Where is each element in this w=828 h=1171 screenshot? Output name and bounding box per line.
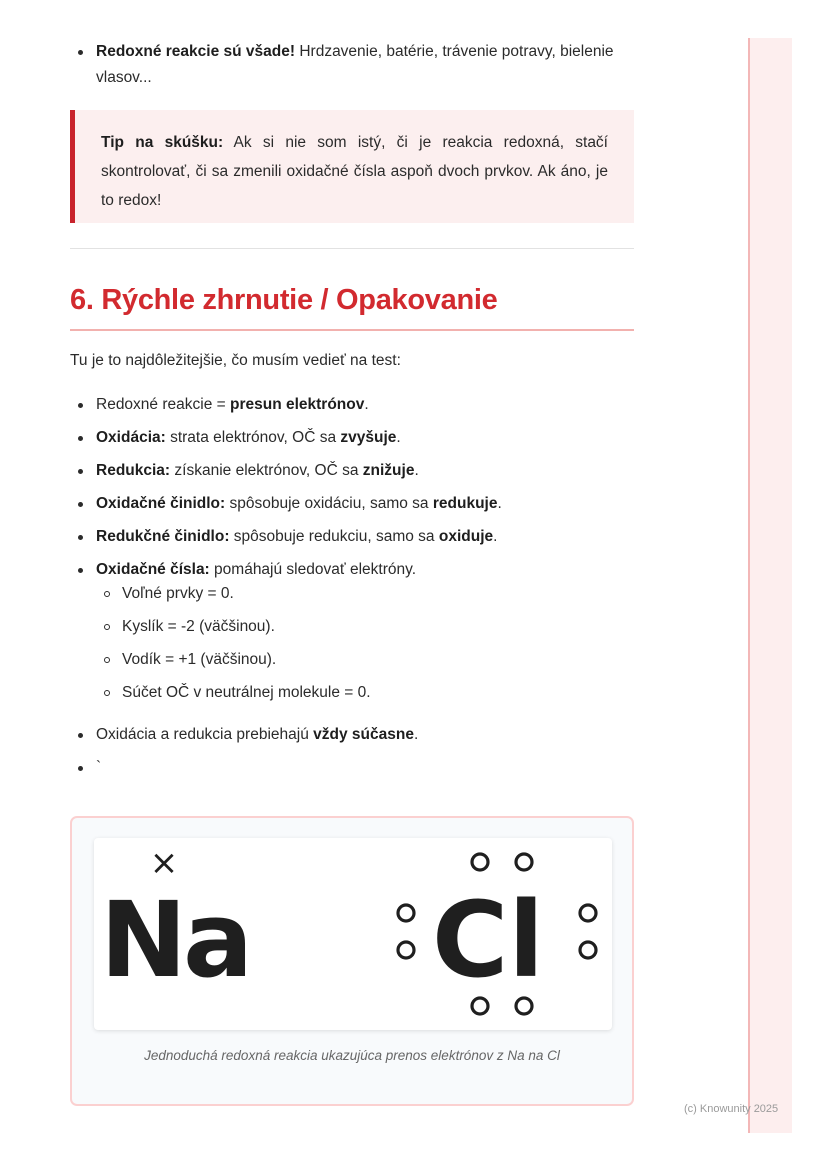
list-item: Oxidačné čísla: pomáhajú sledovať elektróny. Voľné prvky = 0. Kyslík = -2 (väčšinou). Vodík = +1 (väčšinou). Súčet OČ v neutrálnej molekule = 0.: [70, 557, 634, 713]
sub-list-item: Súčet OČ v neutrálnej molekule = 0.: [96, 680, 634, 713]
intro-list: [70, 39, 634, 91]
chlorine-symbol: Cl: [432, 879, 544, 1001]
figure-card: [70, 816, 634, 1106]
sub-list-item: Kyslík = -2 (väčšinou).: [96, 614, 634, 647]
list-item: Oxidácia: strata elektrónov, OČ sa zvyšuje.: [70, 425, 634, 458]
electron-marker: ×: [149, 843, 179, 883]
list-item: `: [70, 755, 634, 788]
electron-dot: [398, 905, 414, 921]
list-item: Redukcia: získanie elektrónov, OČ sa znižuje.: [70, 458, 634, 491]
list-item: Redukčné činidlo: spôsobuje redukciu, samo sa oxiduje.: [70, 524, 634, 557]
list-item: Redoxné reakcie = presun elektrónov.: [70, 392, 634, 425]
list-item: Oxidačné činidlo: spôsobuje oxidáciu, samo sa redukuje.: [70, 491, 634, 524]
lewis-diagram: [94, 838, 612, 1030]
sub-list: [70, 581, 634, 713]
summary-list: [70, 392, 634, 788]
heading-underline: [70, 329, 634, 331]
tip-text: Ak si nie som istý, či je reakcia redoxná, stačí skontrolovať, či sa zmenili oxidačné čísla aspoň dvoch prvkov. Ak áno, je to redox!: [101, 134, 608, 209]
electron-dot: [580, 905, 596, 921]
section-heading: 6. Rýchle zhrnutie / Opakovanie: [70, 284, 498, 316]
sodium-symbol: Na: [100, 879, 250, 1001]
page-margin-strip: [748, 38, 792, 1133]
section-intro: Tu je to najdôležitejšie, čo musím vedieť na test:: [70, 352, 401, 369]
electron-dot: [472, 854, 488, 870]
tip-label: Tip na skúšku:: [101, 134, 224, 151]
electron-dot: [580, 942, 596, 958]
sub-list-item: Voľné prvky = 0.: [96, 581, 634, 614]
list-item: Oxidácia a redukcia prebiehajú vždy súčasne.: [70, 722, 634, 755]
copyright-footer: (c) Knowunity 2025: [684, 1103, 779, 1115]
divider: [70, 248, 634, 249]
list-item: Redoxné reakcie sú všade! Hrdzavenie, batérie, trávenie potravy, bielenie vlasov...: [70, 39, 634, 91]
electron-dot: [398, 942, 414, 958]
electron-dot: [516, 854, 532, 870]
figure-caption: Jednoduchá redoxná reakcia ukazujúca prenos elektrónov z Na na Cl: [144, 1048, 560, 1063]
exam-tip-callout: [70, 110, 634, 223]
lewis-structure-image: [94, 838, 612, 1030]
sub-list-item: Vodík = +1 (väčšinou).: [96, 647, 634, 680]
